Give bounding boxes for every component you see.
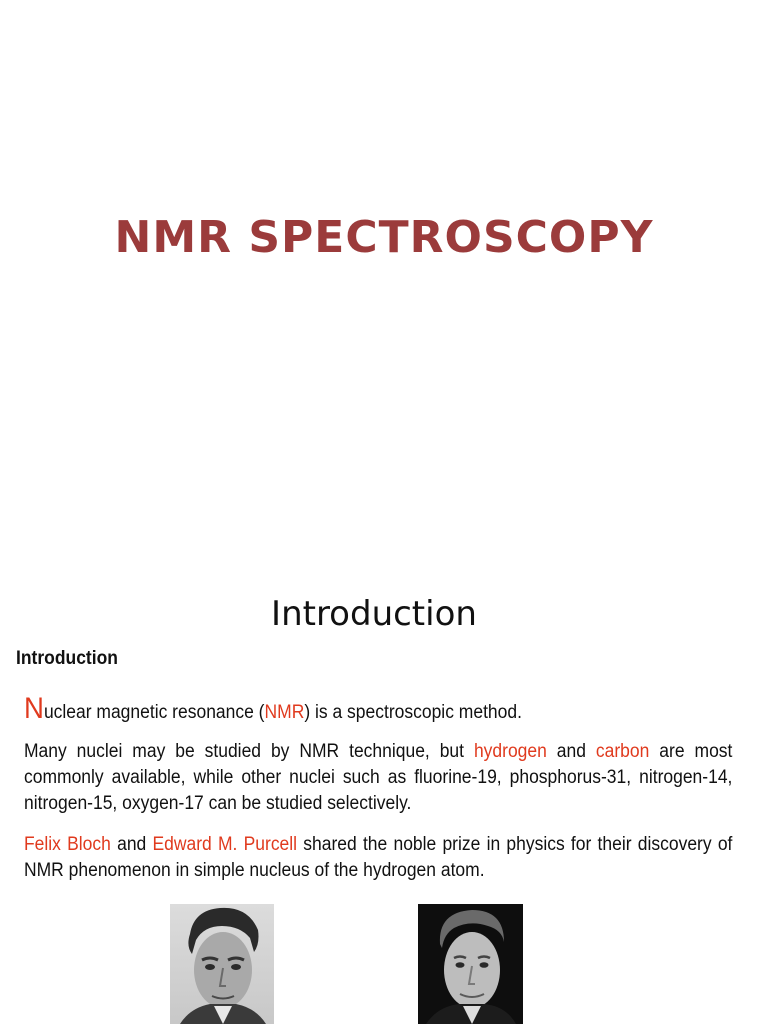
text-span: ) is a spectroscopic method. (304, 702, 522, 723)
drop-cap: N (24, 692, 44, 725)
paragraph-nuclei (24, 739, 732, 817)
section-title: Introduction (271, 594, 477, 634)
text-span: and (110, 834, 153, 855)
text-span: uclear magnetic resonance ( (43, 702, 265, 723)
text-span: Many nuclei may be studied by NMR technique, but (24, 741, 474, 762)
highlight-nmr: NMR (264, 702, 305, 723)
highlight-hydrogen: hydrogen (473, 741, 547, 762)
photo-edward-purcell (418, 904, 523, 1024)
portrait-image (418, 904, 523, 1024)
text-span: and (546, 741, 596, 762)
portrait-image (170, 904, 274, 1024)
text-span: shared the noble prize in physics for their discovery of NMR phenomenon in simple nucleus of the hydrogen atom. (24, 834, 733, 881)
highlight-carbon: carbon (595, 741, 650, 762)
photo-felix-bloch (170, 904, 274, 1024)
highlight-edward-purcell: Edward M. Purcell (152, 834, 298, 855)
paragraph-nmr-definition (24, 692, 732, 726)
paragraph-discovery (24, 832, 732, 884)
slide-title: NMR SPECTROSCOPY (114, 212, 654, 263)
section-heading: Introduction (16, 648, 118, 669)
text-span: are most commonly available, while other nuclei such as fluorine-19, phosphorus-31, nitrogen-14, nitrogen-15, oxygen-17 can be studied selectively. (24, 741, 733, 814)
highlight-felix-bloch: Felix Bloch (24, 834, 111, 855)
